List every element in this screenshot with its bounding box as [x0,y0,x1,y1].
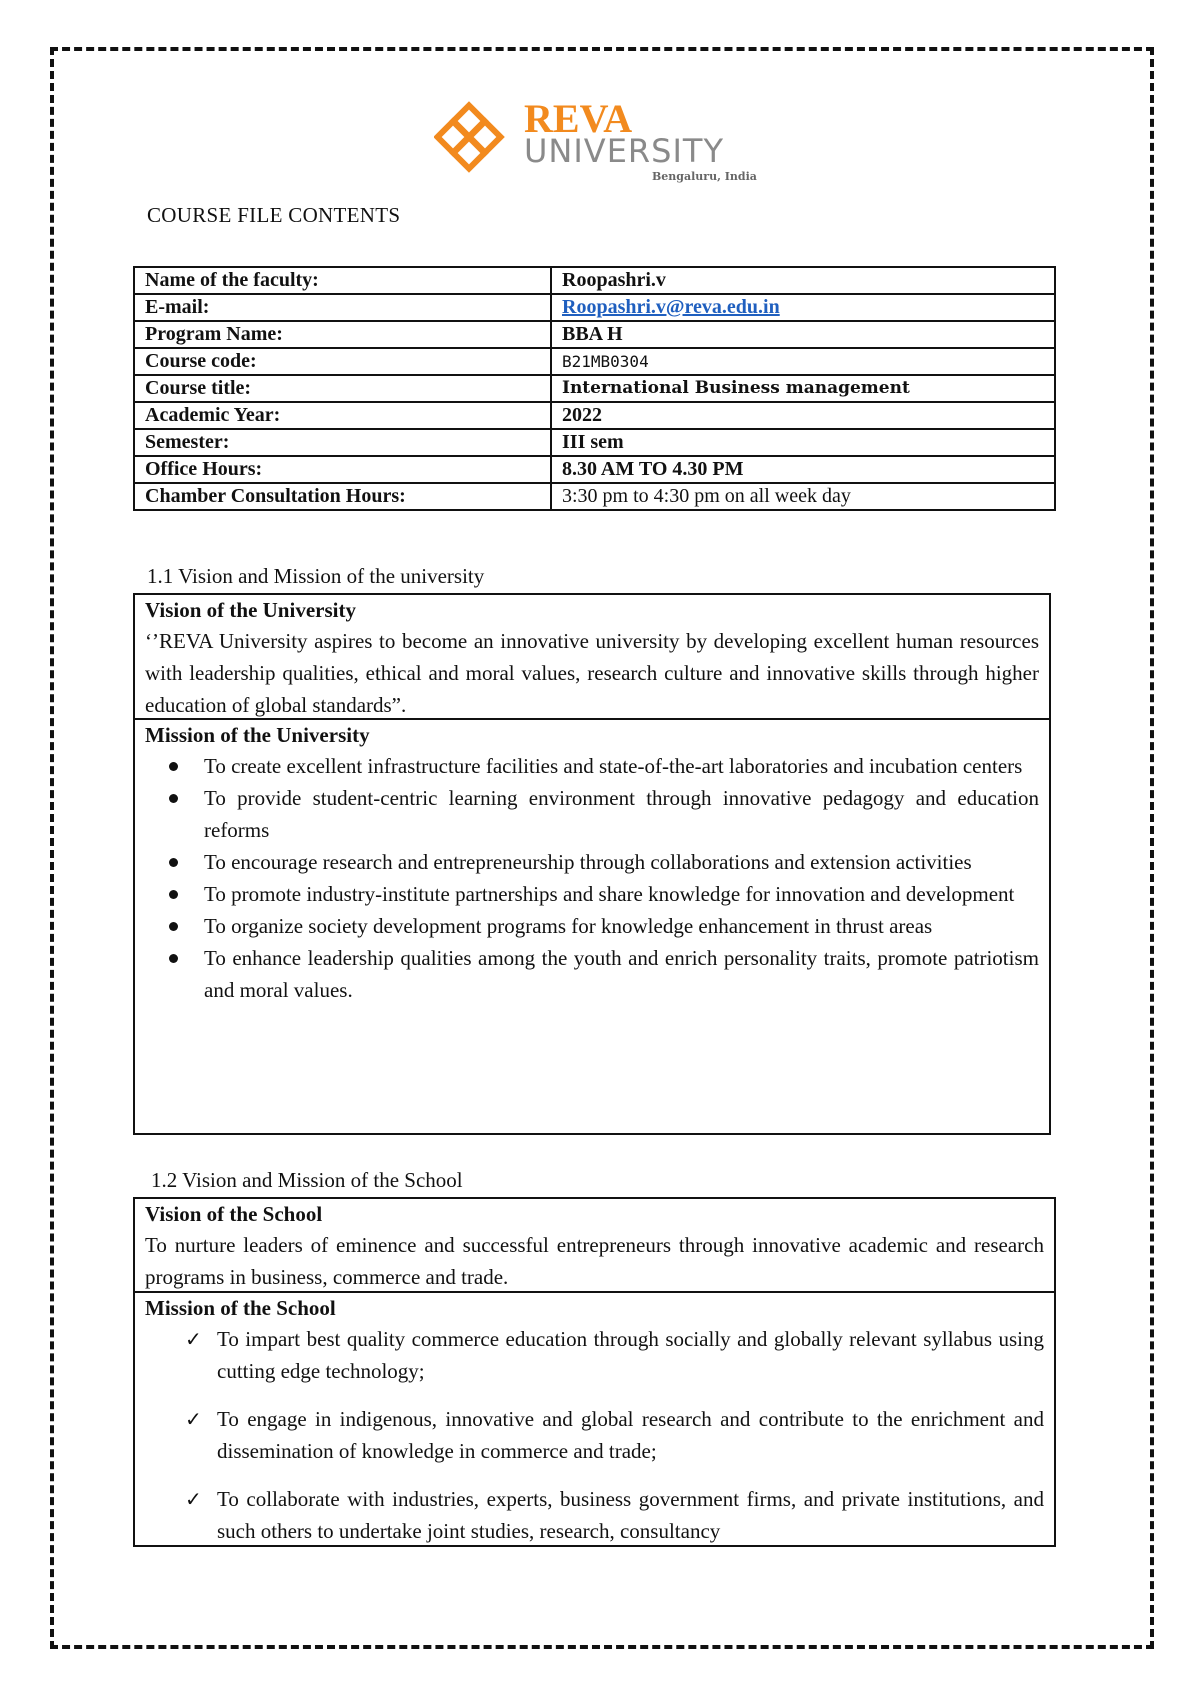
school-mission-cell [135,1291,1054,1547]
bullet-icon [169,858,178,867]
section-heading-school: 1.2 Vision and Mission of the School [151,1168,463,1192]
logo-location: Bengaluru, India [652,170,757,183]
university-vision-text: ‘’REVA University aspires to become an innovative university by developing excellent human resources with leadership qualities, ethical and moral values, research culture and innovative skills through higher education of global standards”. [145,629,1039,717]
bullet-icon [169,794,178,803]
course-title-value: International Business management [551,375,1055,402]
logo-name-reva: REVA [524,96,633,141]
semester-label: Semester: [134,429,551,456]
semester-value: III sem [551,429,1055,456]
office-hours-value: 8.30 AM TO 4.30 PM [551,456,1055,483]
list-item: ✓ To impart best quality commerce education through socially and globally relevant syllabus using cutting edge technology; [145,1323,1044,1387]
list-item: To promote industry-institute partnerships and share knowledge for innovation and development [145,878,1039,910]
table-row [134,348,1055,375]
table-row [134,483,1055,510]
course-code-value: B21MB0304 [551,348,1055,375]
email-link[interactable]: Roopashri.v@reva.edu.in [562,296,780,318]
program-name-label: Program Name: [134,321,551,348]
checkmark-icon: ✓ [185,1407,202,1431]
academic-year-value: 2022 [551,402,1055,429]
program-name-value: BBA H [551,321,1055,348]
list-item: To encourage research and entrepreneurship through collaborations and extension activities [145,846,1039,878]
school-mission-list [145,1323,1044,1547]
page-title: COURSE FILE CONTENTS [147,203,401,227]
list-item: ✓ To collaborate with industries, experts, business government firms, and private institutions, and such others to undertake joint studies, research, consultancy [145,1483,1044,1547]
bullet-icon [169,890,178,899]
table-row [134,402,1055,429]
email-label: E-mail: [134,294,551,321]
consultation-hours-value: 3:30 pm to 4:30 pm on all week day [551,483,1055,510]
university-mission-list [145,750,1039,1006]
bullet-icon [169,954,178,963]
course-code-label: Course code: [134,348,551,375]
checkmark-icon: ✓ [185,1487,202,1511]
faculty-name-label: Name of the faculty: [134,267,551,294]
school-vision-title: Vision of the School [145,1202,323,1226]
list-item: To organize society development programs for knowledge enhancement in thrust areas [145,910,1039,942]
section-heading-university: 1.1 Vision and Mission of the university [147,564,485,588]
reva-university-logo [434,96,784,186]
faculty-name-value: Roopashri.v [551,267,1055,294]
school-vision-cell [135,1199,1054,1291]
university-vision-title: Vision of the University [145,598,356,622]
list-item: To enhance leadership qualities among the youth and enrich personality traits, promote patriotism and moral values. [145,942,1039,1006]
table-row [134,456,1055,483]
table-row [134,267,1055,294]
table-row [134,321,1055,348]
table-row [134,375,1055,402]
table-row [134,294,1055,321]
logo-name-university: UNIVERSITY [524,132,724,170]
academic-year-label: Academic Year: [134,402,551,429]
office-hours-label: Office Hours: [134,456,551,483]
list-item: To provide student-centric learning environment through innovative pedagogy and education reforms [145,782,1039,846]
endless-knot-icon [437,105,500,168]
school-vision-mission-box [133,1197,1056,1547]
checkmark-icon: ✓ [185,1327,202,1351]
school-vision-text: To nurture leaders of eminence and successful entrepreneurs through innovative academic and research programs in business, commerce and trade. [145,1233,1044,1289]
course-info-table [133,266,1056,511]
university-mission-title: Mission of the University [145,723,370,747]
course-title-label: Course title: [134,375,551,402]
bullet-icon [169,762,178,771]
university-vision-cell [135,595,1049,718]
table-row [134,429,1055,456]
university-mission-cell [135,718,1049,1006]
list-item: ✓ To engage in indigenous, innovative and global research and contribute to the enrichment and dissemination of knowledge in commerce and trade; [145,1403,1044,1467]
university-vision-mission-box [133,593,1051,1135]
consultation-hours-label: Chamber Consultation Hours: [134,483,551,510]
school-mission-title: Mission of the School [145,1296,336,1320]
bullet-icon [169,922,178,931]
list-item: To create excellent infrastructure facilities and state-of-the-art laboratories and incubation centers [145,750,1039,782]
